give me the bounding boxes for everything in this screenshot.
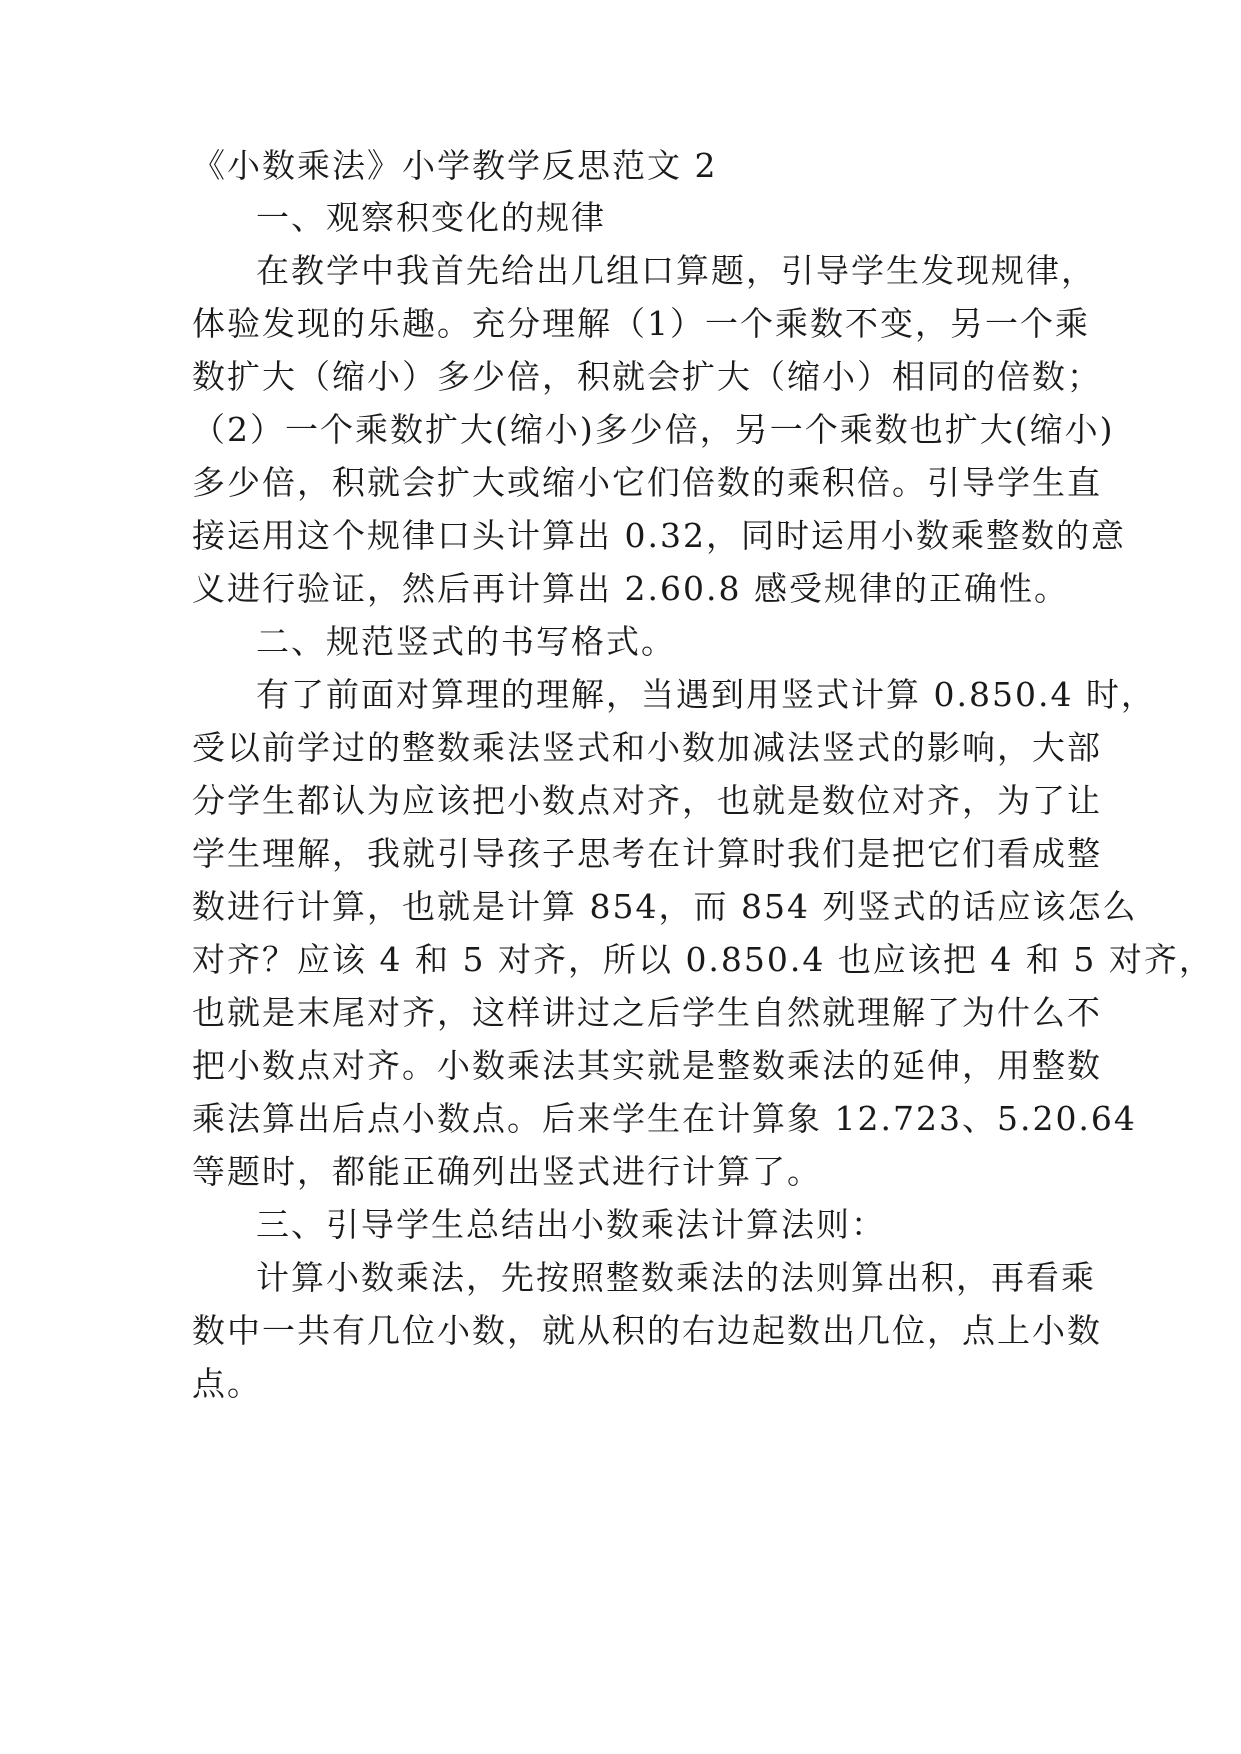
- paragraph-line: 数进行计算，也就是计算 854，而 854 列竖式的话应该怎么: [192, 887, 1138, 926]
- paragraph-line: 义进行验证，然后再计算出 2.60.8 感受规律的正确性。: [192, 569, 1069, 608]
- paragraph-line: 等题时，都能正确列出竖式进行计算了。: [192, 1152, 822, 1191]
- paragraph-line: 乘法算出后点小数点。后来学生在计算象 12.723、5.20.64: [192, 1099, 1137, 1138]
- paragraph-line: 把小数点对齐。小数乘法其实就是整数乘法的延伸，用整数: [192, 1046, 1102, 1085]
- paragraph-line: 多少倍，积就会扩大或缩小它们倍数的乘积倍。引导学生直: [192, 463, 1102, 502]
- paragraph-line: 数中一共有几位小数，就从积的右边起数出几位，点上小数: [192, 1311, 1102, 1350]
- paragraph-line: （2）一个乘数扩大(缩小)多少倍，另一个乘数也扩大(缩小): [192, 410, 1115, 449]
- document-title: 《小数乘法》小学教学反思范文 2: [192, 146, 718, 185]
- paragraph-line: 在教学中我首先给出几组口算题，引导学生发现规律，: [256, 251, 1096, 290]
- paragraph-line: 体验发现的乐趣。充分理解（1）一个乘数不变，另一个乘: [192, 304, 1090, 343]
- paragraph-line: 也就是末尾对齐，这样讲过之后学生自然就理解了为什么不: [192, 993, 1102, 1032]
- paragraph-line: 有了前面对算理的理解，当遇到用竖式计算 0.850.4 时，: [256, 675, 1156, 714]
- paragraph-line: 受以前学过的整数乘法竖式和小数加减法竖式的影响，大部: [192, 728, 1102, 767]
- paragraph-line: 分学生都认为应该把小数点对齐，也就是数位对齐，为了让: [192, 781, 1102, 820]
- paragraph-line: 接运用这个规律口头计算出 0.32，同时运用小数乘整数的意: [192, 516, 1126, 555]
- section-heading-3: 三、引导学生总结出小数乘法计算法则：: [256, 1205, 886, 1244]
- paragraph-line: 数扩大（缩小）多少倍，积就会扩大（缩小）相同的倍数；: [192, 357, 1102, 396]
- section-heading-2: 二、规范竖式的书写格式。: [256, 622, 676, 661]
- paragraph-line: 点。: [192, 1364, 262, 1403]
- section-heading-1: 一、观察积变化的规律: [256, 198, 606, 237]
- paragraph-line: 对齐？应该 4 和 5 对齐，所以 0.850.4 也应该把 4 和 5 对齐，: [192, 940, 1214, 979]
- paragraph-line: 计算小数乘法，先按照整数乘法的法则算出积，再看乘: [256, 1258, 1096, 1297]
- paragraph-line: 学生理解，我就引导孩子思考在计算时我们是把它们看成整: [192, 834, 1102, 873]
